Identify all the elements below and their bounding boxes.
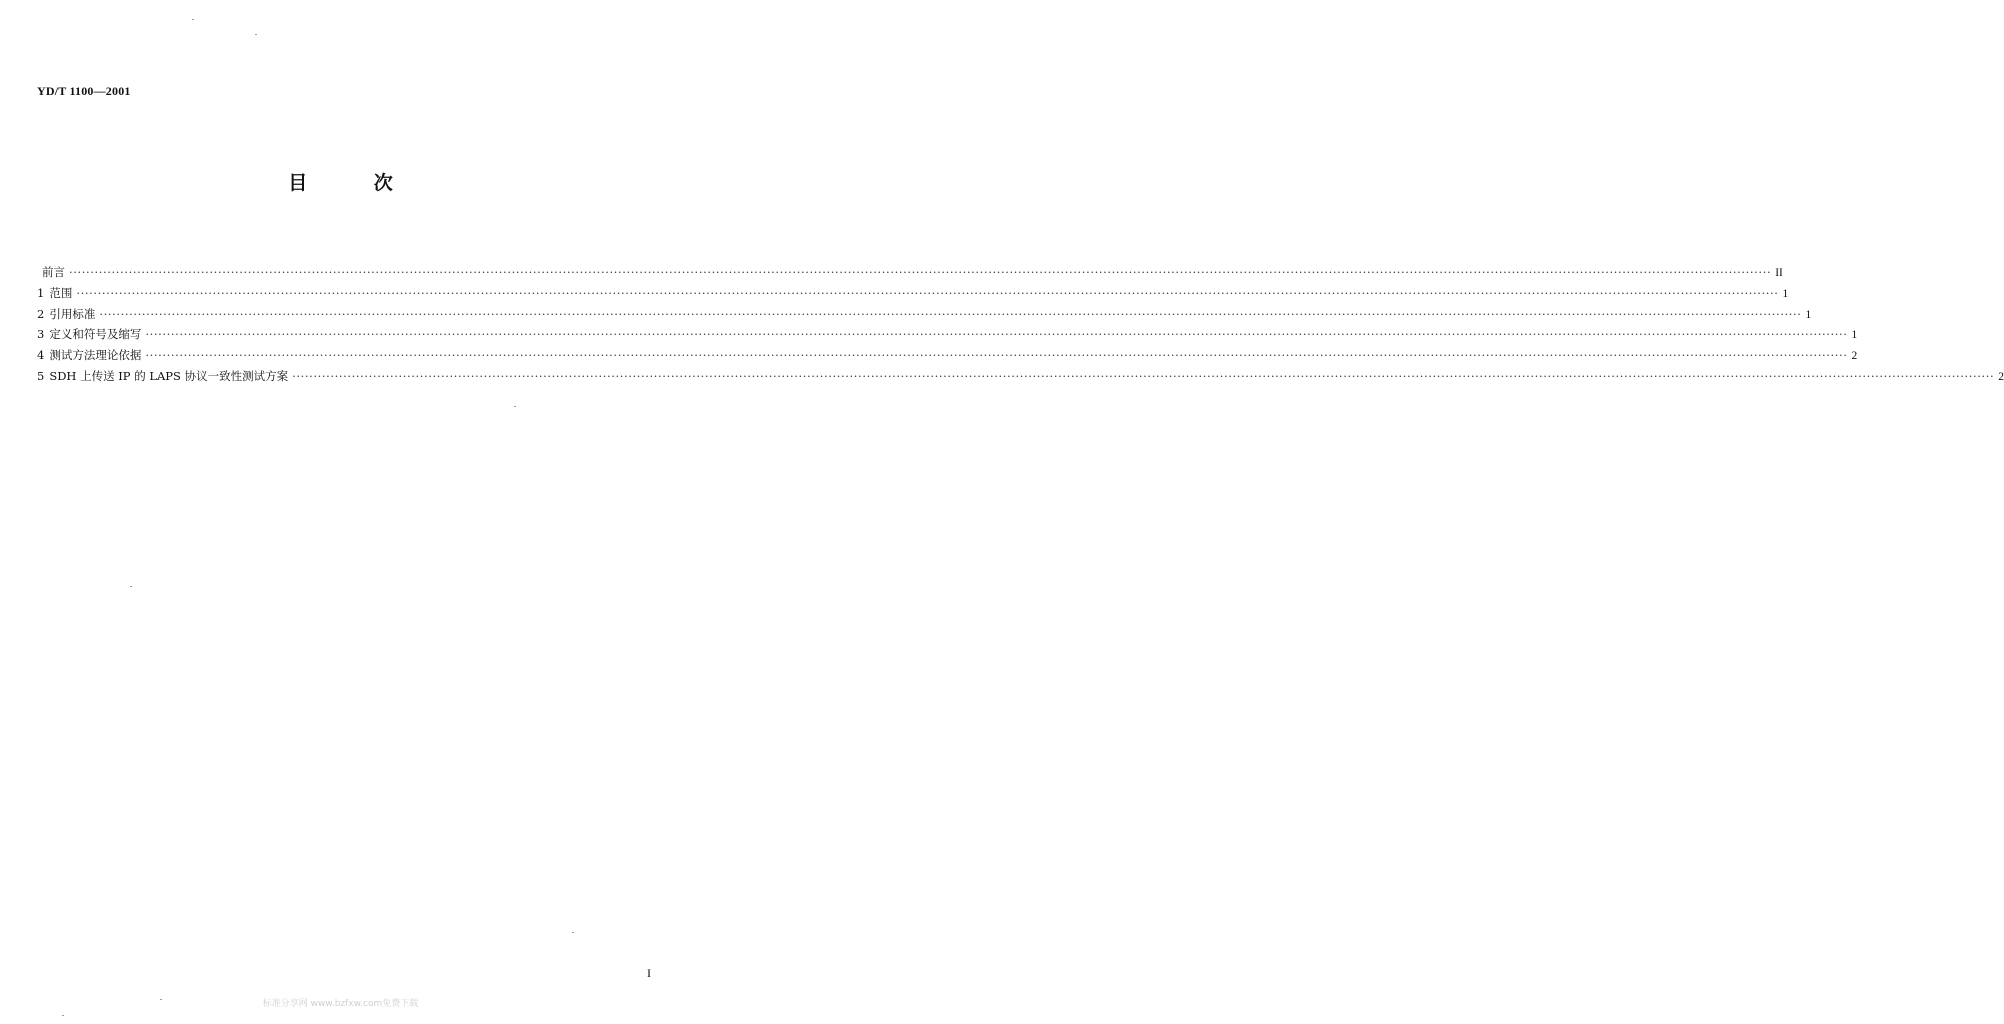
toc-entry-page: 2 [1851,350,1858,363]
toc-entry-label [37,345,141,366]
toc-entry-label [37,283,72,304]
toc-entry-test-method-basis[interactable] [37,345,1858,366]
toc-entry-text: SDH 上传送 IP 的 LAPS 协议一致性测试方案 [49,368,289,383]
toc-entry-conformance-test-plan[interactable] [37,366,2004,387]
scan-speck [192,19,194,20]
table-of-contents [37,262,2004,387]
toc-leader-dots: ················································································································································································································································································································································································································ [292,368,1995,383]
scan-speck [572,932,574,933]
toc-entry-text: 引用标准 [49,306,96,321]
toc-entry-number: 5 [37,368,45,383]
toc-entry-text: 测试方法理论依据 [49,348,142,363]
scan-speck [130,586,132,587]
toc-entry-label [37,304,95,325]
toc-entry-page: 2 [1998,370,2004,383]
toc-entry-page: II [1775,267,1783,279]
toc-entry-number: 4 [37,348,45,363]
toc-leader-dots: ················································································································································································································································································································································································································ [145,327,1848,342]
page-number: I [647,966,651,980]
toc-entry-text: 前言 [42,265,65,279]
toc-entry-text: 范围 [49,285,73,300]
toc-entry-page: 1 [1805,308,1812,321]
toc-entry-foreword[interactable] [37,262,1783,283]
toc-entry-page: 1 [1851,329,1858,342]
watermark-text: 标准分享网 www.bzfxw.com免费下载 [262,999,419,1009]
toc-leader-dots: ················································································································································································································································································································································································································ [99,306,1802,321]
toc-entry-label [37,324,141,345]
toc-leader-dots: ················································································································································································································································································································································································································ [69,265,1772,279]
toc-entry-normative-references[interactable] [37,304,1812,325]
toc-entry-number: 2 [37,306,45,321]
toc-entry-scope[interactable] [37,283,1789,304]
scan-speck [255,34,257,35]
toc-title: 目 次 [288,172,393,194]
toc-entry-page: 1 [1782,287,1789,300]
toc-leader-dots: ················································································································································································································································································································································································································ [76,285,1779,300]
scan-speck [514,406,516,407]
toc-entry-label [37,366,288,387]
toc-entry-definitions[interactable] [37,324,1858,345]
toc-entry-number: 1 [37,285,45,300]
toc-entry-number: 3 [37,327,45,342]
toc-leader-dots: ················································································································································································································································································································································································································ [145,348,1848,363]
toc-entry-label [37,262,65,283]
scan-speck [62,1015,64,1016]
toc-entry-text: 定义和符号及缩写 [49,327,142,342]
document-code: YD/T 1100—2001 [37,84,131,98]
scan-speck [160,999,162,1000]
